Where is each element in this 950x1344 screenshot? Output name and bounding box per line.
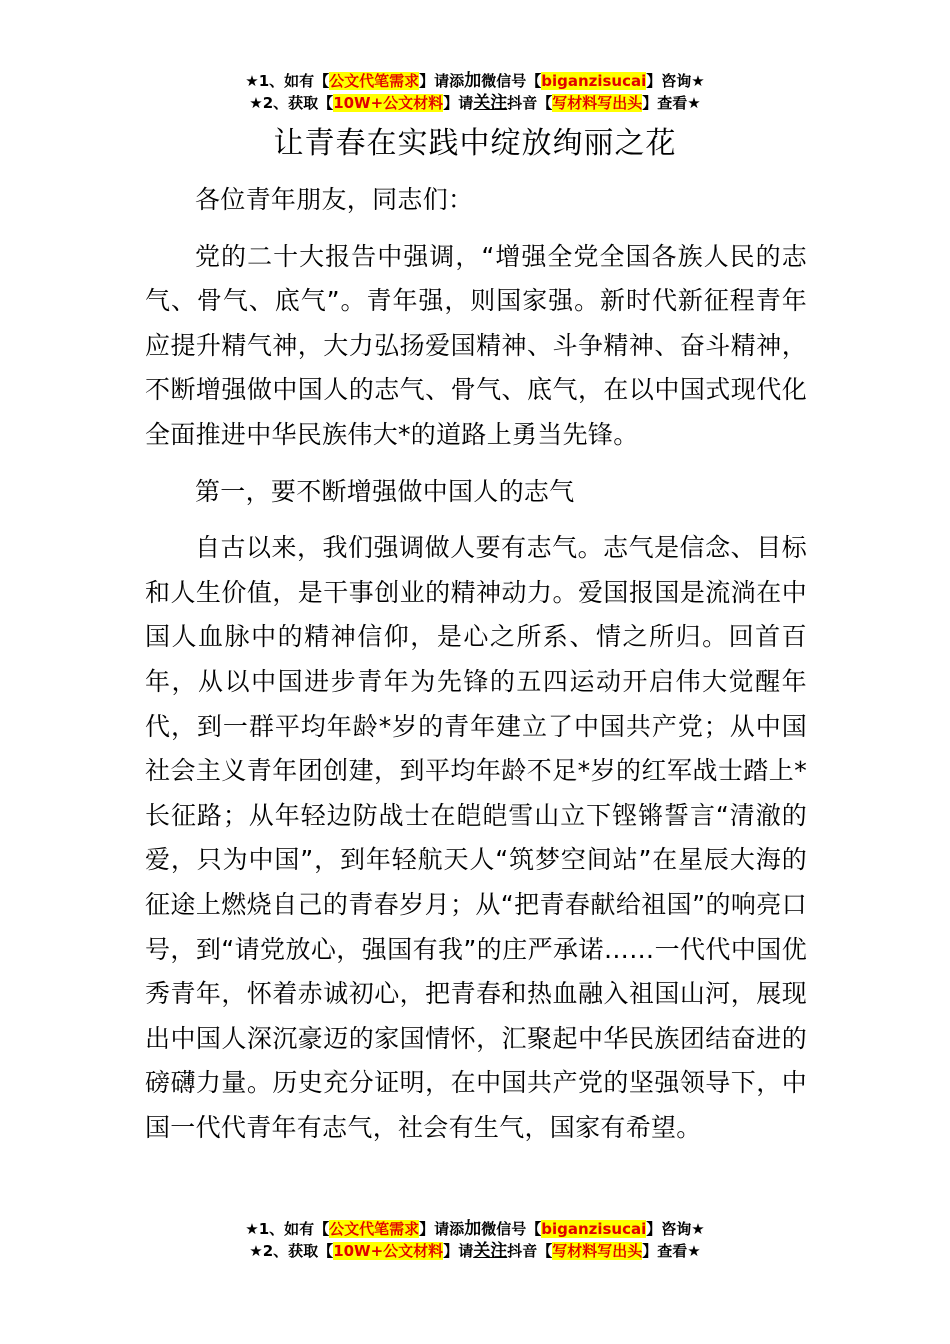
highlight-text: 10W+公文材料 <box>333 94 444 112</box>
highlight-text: 10W+公文材料 <box>333 1242 444 1260</box>
banner-text: ★1、如有【 <box>245 1220 330 1238</box>
paragraph: 自古以来，我们强调做人要有志气。志气是信念、目标和人生价值，是干事创业的精神动力。爱国报国是流淌在中国人血脉中的精神信仰，是心之所系、情之所归。回首百年，从以中国进步青年为先锋的五四运动开启伟大觉醒年代，到一群平均年龄*岁的青年建立了中国共产党；从中国社会主义青年团创建，到平均年龄不足*岁的红军战士踏上*长征路；从年轻边防战士在皑皑雪山立下铿锵誓言“清澈的爱，只为中国”，到年轻航天人“筑梦空间站”在星辰大海的征途上燃烧自己的青春岁月；从“把青春献给祖国”的响亮口号，到“请党放心，强国有我”的庄严承诺……一代代中国优秀青年，怀着赤诚初心，把青春和热血融入祖国山河，展现出中国人深沉豪迈的家国情怀，汇聚起中华民族团结奋进的磅礴力量。历史充分证明，在中国共产党的坚强领导下，中国一代代青年有志气，社会有生气，国家有希望。 <box>145 533 807 1142</box>
wechat-id-highlight: biganzisucai <box>541 72 647 90</box>
douyin-highlight: 写材料写出头 <box>552 94 643 112</box>
banner-text: ★2、获取【 <box>249 1242 334 1260</box>
banner-line-1 <box>0 1218 950 1240</box>
paragraph: 党的二十大报告中强调，“增强全党全国各族人民的志气、骨气、底气”。青年强，则国家强。新时代新征程青年应提升精气神，大力弘扬爱国精神、斗争精神、奋斗精神，不断增强做中国人的志气、骨气、底气，在以中国式现代化全面推进中华民族伟大*的道路上勇当先锋。 <box>145 241 807 449</box>
banner-text: 抖音【 <box>507 1242 553 1260</box>
banner-text: 】请添 <box>419 1220 465 1238</box>
douyin-highlight: 写材料写出头 <box>552 1242 643 1260</box>
document-body <box>145 178 807 1162</box>
section-heading: 第一，要不断增强做中国人的志气 <box>195 476 575 506</box>
banner-text: 关注 <box>473 1241 508 1261</box>
banner-line-2 <box>0 1240 950 1262</box>
banner-text: 加 <box>464 1219 482 1239</box>
banner-text: 加 <box>464 71 482 91</box>
banner-text: ★2、获取【 <box>249 94 334 112</box>
wechat-id-highlight: biganzisucai <box>541 1220 647 1238</box>
banner-text: 抖音【 <box>507 94 553 112</box>
banner-line-2 <box>0 92 950 114</box>
document-title: 让青春在实践中绽放绚丽之花 <box>273 126 677 161</box>
banner-text: 微信号【 <box>481 1220 542 1238</box>
salutation: 各位青年朋友，同志们： <box>195 185 474 214</box>
banner-text: 】请 <box>443 94 474 112</box>
banner-text: 】查看★ <box>642 94 701 112</box>
highlight-text: 公文代笔需求 <box>329 1220 420 1238</box>
banner-text: 关注 <box>473 93 508 113</box>
banner-text: ★1、如有【 <box>245 72 330 90</box>
banner-text: 】咨询★ <box>646 1220 705 1238</box>
banner-text: 】请添 <box>419 72 465 90</box>
top-banner <box>0 70 950 114</box>
banner-text: 】咨询★ <box>646 72 705 90</box>
banner-line-1 <box>0 70 950 92</box>
bottom-banner <box>0 1218 950 1262</box>
banner-text: 微信号【 <box>481 72 542 90</box>
highlight-text: 公文代笔需求 <box>329 72 420 90</box>
banner-text: 】查看★ <box>642 1242 701 1260</box>
banner-text: 】请 <box>443 1242 474 1260</box>
